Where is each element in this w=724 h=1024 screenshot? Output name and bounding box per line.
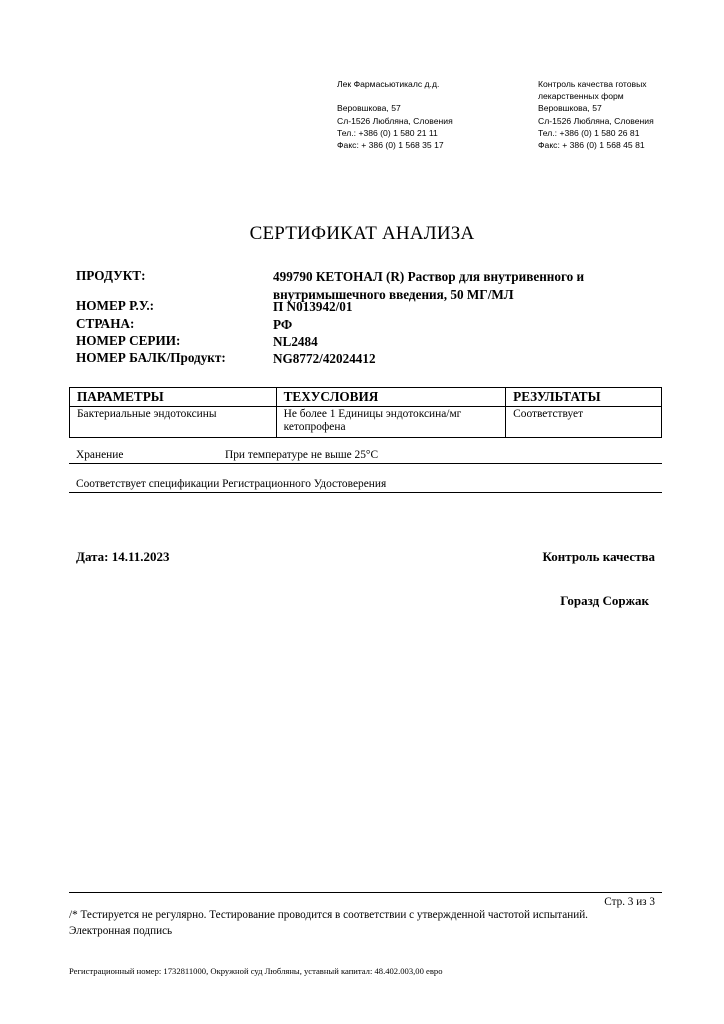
qc-city: Сл-1526 Любляна, Словения [538, 115, 654, 126]
signatory-name: Горазд Соржак [560, 593, 649, 608]
registration-info: Регистрационный номер: 1732811000, Окружной суд Любляны, уставный капитал: 48.402.003,00 евро [69, 966, 443, 976]
electronic-signature-note: Электронная подпись [69, 925, 173, 937]
batch-number-value: NL2484 [273, 334, 318, 349]
company-street: Веровшкова, 57 [337, 103, 401, 114]
compliance-row [69, 478, 662, 493]
specification-line1: Не более 1 Единицы эндотоксина/мг [283, 408, 462, 420]
bulk-number-value: NG8772/42024412 [273, 351, 376, 366]
spacer [337, 90, 453, 102]
result-cell: Соответствует [506, 407, 662, 438]
country-label: СТРАНА: [76, 316, 135, 331]
qc-title: Контроль качества [542, 549, 655, 564]
compliance-statement: Соответствует спецификации Регистрационного Удостоверения [76, 478, 387, 490]
date: Дата: 14.11.2023 [76, 549, 170, 564]
header-specifications: ТЕХУСЛОВИЯ [276, 388, 506, 407]
storage-row [69, 449, 662, 464]
product-label: ПРОДУКТ: [76, 268, 146, 283]
results-table [69, 387, 662, 438]
table-header-row [70, 388, 662, 407]
testing-note: /* Тестируется не регулярно. Тестирование проводится в соответствии с утвержденной частотой испытаний. [69, 909, 588, 921]
footer-divider [69, 892, 662, 893]
table-row [70, 407, 662, 438]
product-value-line1: 499790 КЕТОНАЛ (R) Раствор для внутривенного и [273, 269, 585, 284]
bulk-number-label: НОМЕР БАЛК/Продукт: [76, 350, 226, 365]
company-phone: Тел.: +386 (0) 1 580 21 11 [337, 127, 438, 138]
company-fax: Факс: + 386 (0) 1 568 35 17 [337, 139, 444, 150]
header-results: РЕЗУЛЬТАТЫ [506, 388, 662, 407]
qc-dept-line1: Контроль качества готовых [538, 79, 647, 89]
qc-dept-line2: лекарственных форм [538, 91, 624, 102]
batch-number-label: НОМЕР СЕРИИ: [76, 333, 181, 348]
storage-label: Хранение [76, 449, 124, 461]
document-title: СЕРТИФИКАТ АНАЛИЗА [249, 223, 475, 244]
qc-street: Веровшкова, 57 [538, 103, 602, 114]
storage-value: При температуре не выше 25°C [225, 449, 379, 461]
company-city: Сл-1526 Любляна, Словения [337, 115, 453, 126]
page-number: Стр. 3 из 3 [604, 896, 655, 908]
qc-phone: Тел.: +386 (0) 1 580 26 81 [538, 127, 640, 138]
header-parameters: ПАРАМЕТРЫ [70, 388, 277, 407]
company-address [337, 78, 453, 151]
country-value: РФ [273, 317, 293, 332]
specification-line2: кетопрофена [283, 421, 346, 433]
qc-department-address [538, 78, 654, 151]
company-name: Лек Фармасьютикалс д.д. [337, 79, 440, 89]
reg-number-label: НОМЕР Р.У.: [76, 298, 155, 313]
parameter-cell: Бактериальные эндотоксины [70, 407, 277, 438]
specification-cell [276, 407, 506, 438]
qc-fax: Факс: + 386 (0) 1 568 45 81 [538, 139, 645, 150]
product-value-line2: внутримышечного введения, 50 МГ/МЛ [273, 286, 514, 302]
reg-number-value: П N013942/01 [273, 299, 353, 314]
